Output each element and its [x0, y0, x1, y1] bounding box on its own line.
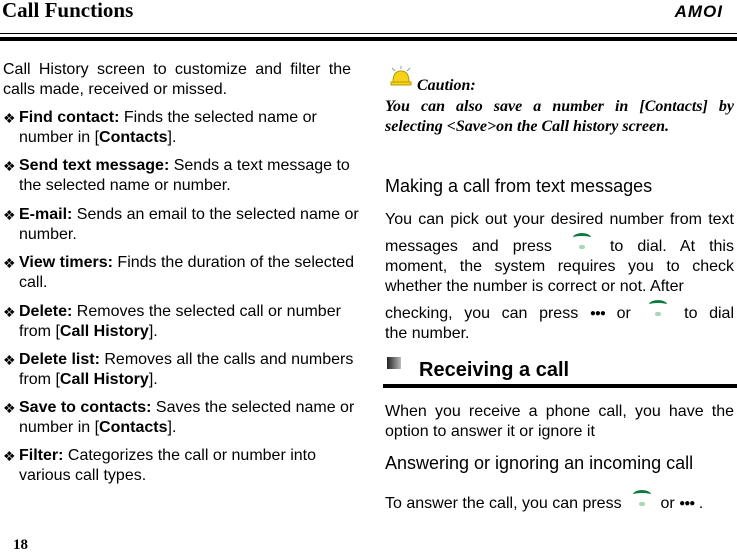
menu-key-icon: ●●● — [589, 308, 605, 320]
option-term: View timers: — [19, 254, 113, 271]
option-bold: Contacts — [99, 129, 168, 146]
option-item — [3, 108, 369, 148]
p1-line3: moment, the system requires you to check whether the number is correct or not. After — [385, 258, 734, 296]
call-key-icon — [626, 494, 656, 514]
option-bold: Contacts — [99, 419, 168, 436]
diamond-bullet-icon: ❖ — [3, 400, 16, 416]
option-item — [3, 253, 369, 293]
diamond-bullet-icon: ❖ — [3, 304, 16, 320]
option-item — [3, 446, 369, 486]
option-end: ]. — [167, 419, 177, 436]
diamond-bullet-icon: ❖ — [3, 448, 16, 464]
amoi-logo: AMOI — [674, 2, 723, 21]
page-title: Call Functions — [2, 0, 134, 22]
option-text: Categorizes the call or number into various call types. — [19, 447, 317, 484]
header-divider-thick — [0, 37, 737, 41]
option-term: Delete: — [19, 303, 73, 320]
call-key-icon — [642, 304, 672, 324]
diamond-bullet-icon: ❖ — [3, 255, 16, 271]
option-term: E-mail: — [19, 206, 73, 223]
subheading-making-call: Making a call from text messages — [385, 176, 653, 196]
option-text: Finds the duration of the selected call. — [19, 254, 355, 291]
diamond-bullet-icon: ❖ — [3, 207, 16, 223]
option-text: Sends an email to the selected name or number. — [19, 206, 359, 243]
option-text: Finds the selected name or number in [ — [19, 109, 317, 146]
receiving-paragraph: When you receive a phone call, you have the option to answer it or ignore it — [385, 403, 734, 440]
page-number: 18 — [13, 537, 28, 553]
diamond-bullet-icon: ❖ — [3, 110, 16, 126]
section-heading: Receiving a call — [419, 359, 570, 381]
p1-line2: messages and press to dial. At this — [385, 238, 734, 256]
option-item — [3, 302, 369, 342]
option-term: Send text message: — [19, 157, 170, 174]
option-bold: Call History — [59, 371, 149, 388]
caution-label: Caution: — [417, 77, 476, 94]
option-term: Save to contacts: — [19, 399, 152, 416]
answer-paragraph: To answer the call, you can press or ●●● . — [385, 495, 704, 513]
intro-paragraph: Call History screen to customize and filter the calls made, received or missed. — [3, 61, 351, 98]
call-key-icon — [566, 237, 596, 257]
option-text: Removes all the calls and numbers from [ — [19, 351, 354, 388]
option-term: Filter: — [19, 447, 64, 464]
diamond-bullet-icon: ❖ — [3, 352, 16, 368]
p1-line1: You can pick out your desired number from text — [385, 211, 734, 228]
section-divider — [383, 384, 737, 388]
option-bold: Call History — [59, 323, 149, 340]
caution-text: You can also save a number in [Contacts] by selecting <Save>on the Call history screen. — [385, 98, 734, 135]
subheading-answering: Answering or ignoring an incoming call — [385, 453, 694, 473]
option-end: ]. — [148, 371, 158, 388]
option-item — [3, 205, 369, 245]
option-text: Sends a text message to the selected name or number. — [19, 157, 350, 194]
option-text: Saves the selected name or number in [ — [19, 399, 355, 436]
option-term: Delete list: — [19, 351, 100, 368]
header-divider — [0, 33, 737, 34]
option-item — [3, 398, 369, 438]
option-item — [3, 156, 369, 196]
option-item — [3, 350, 369, 390]
option-term: Find contact: — [19, 109, 120, 126]
option-end: ]. — [148, 323, 158, 340]
diamond-bullet-icon: ❖ — [3, 158, 16, 174]
p1-line5: checking, you can press ●●● or to dial — [385, 305, 735, 323]
option-end: ]. — [167, 129, 177, 146]
option-text: Removes the selected call or number from [ — [19, 303, 341, 340]
menu-key-icon: ●●● — [679, 498, 695, 509]
bell-icon — [388, 64, 414, 93]
section-bullet-icon — [387, 357, 401, 369]
p1-line6: the number. — [385, 325, 470, 343]
